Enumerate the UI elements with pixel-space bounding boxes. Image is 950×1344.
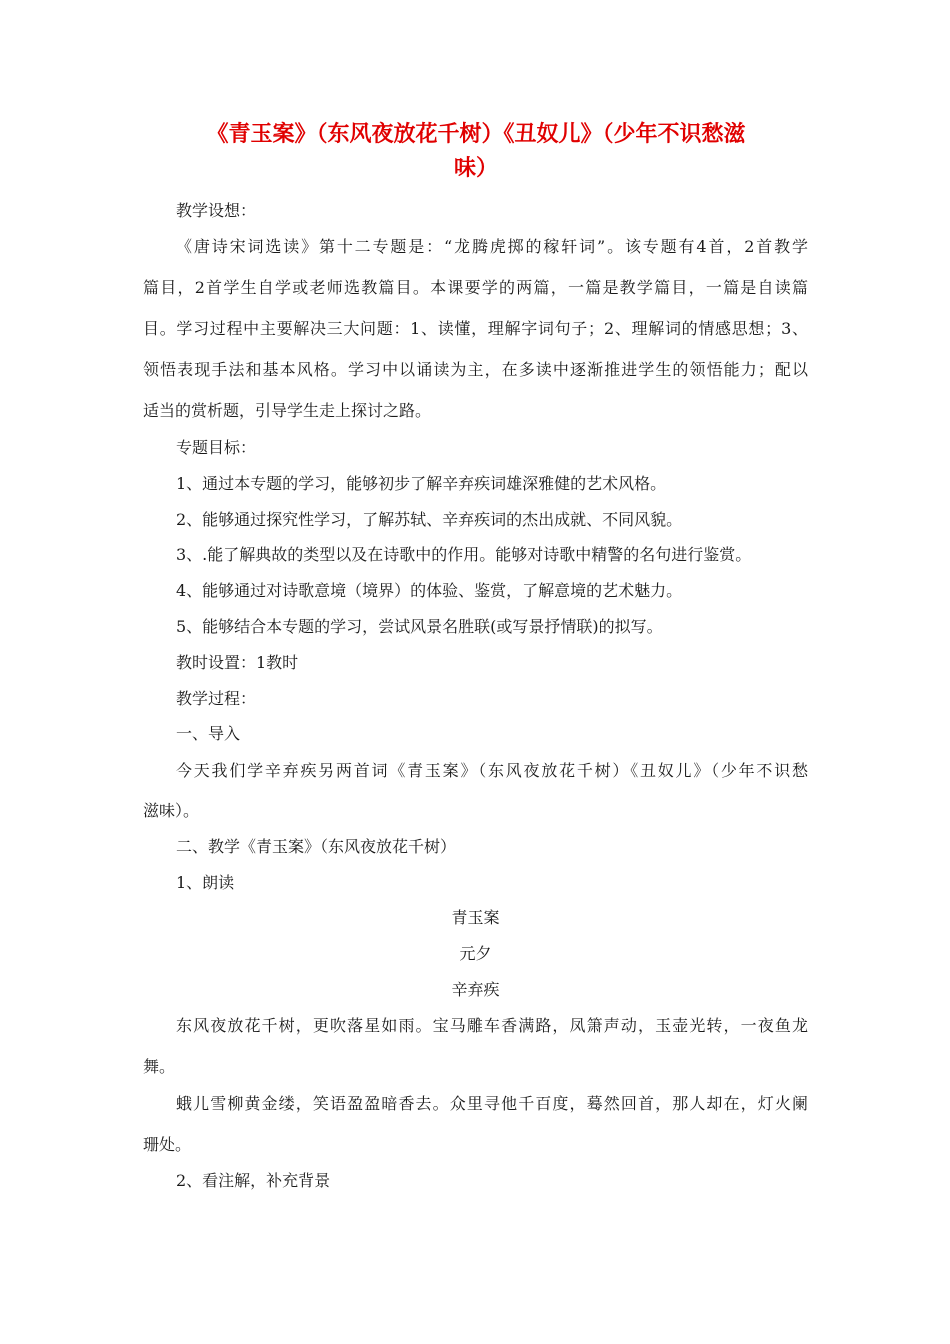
section-1-heading: 一、导入 — [176, 724, 241, 743]
design-heading: 教学设想： — [176, 201, 257, 220]
design-paragraph-line-1: 《唐诗宋词选读》第十二专题是：“龙腾虎掷的稼轩词”。该专题有4首，2首教学 — [176, 237, 808, 256]
teaching-hours: 教时设置：1教时 — [176, 653, 299, 672]
poem-stanza-1-line-1: 东风夜放花千树，更吹落星如雨。宝马雕车香满路，凤箫声动，玉壶光转，一夜鱼龙 — [176, 1016, 808, 1035]
process-heading: 教学过程： — [176, 689, 257, 708]
title-line-2: 味） — [453, 156, 498, 181]
document-title — [140, 118, 812, 186]
step-1-heading: 1、朗读 — [176, 873, 235, 892]
poem-stanza-1-line-2: 舞。 — [143, 1057, 176, 1076]
goal-item-3: 3、.能了解典故的类型以及在诗歌中的作用。能够对诗歌中精警的名句进行鉴赏。 — [176, 545, 752, 564]
design-paragraph-line-4: 领悟表现手法和基本风格。学习中以诵读为主，在多读中逐渐推进学生的领悟能力；配以 — [143, 360, 808, 379]
poem-subtitle: 元夕 — [459, 944, 492, 963]
goal-item-2: 2、能够通过探究性学习，了解苏轼、辛弃疾词的杰出成就、不同风貌。 — [176, 510, 683, 529]
goals-heading: 专题目标： — [176, 438, 257, 457]
poem-title: 青玉案 — [451, 908, 500, 927]
step-2-heading: 2、看注解，补充背景 — [176, 1171, 331, 1190]
section-2-heading: 二、教学《青玉案》（东风夜放花千树） — [176, 837, 457, 856]
goal-item-1: 1、通过本专题的学习，能够初步了解辛弃疾词雄深雅健的艺术风格。 — [176, 474, 667, 493]
poem-stanza-2-line-2: 珊处。 — [143, 1135, 192, 1154]
design-paragraph-line-2: 篇目，2首学生自学或老师选教篇目。本课要学的两篇，一篇是教学篇目，一篇是自读篇 — [143, 278, 808, 297]
intro-line-1: 今天我们学辛弃疾另两首词《青玉案》（东风夜放花千树）《丑奴儿》（少年不识愁 — [176, 761, 808, 780]
design-paragraph-line-3: 目。学习过程中主要解决三大问题：1、读懂，理解字词句子；2、理解词的情感思想；3、 — [143, 319, 808, 338]
title-line-1: 《青玉案》（东风夜放花千树）《丑奴儿》（少年不识愁滋 — [206, 122, 746, 147]
intro-line-2: 滋味）。 — [143, 801, 200, 820]
design-paragraph-line-5: 适当的赏析题，引导学生走上探讨之路。 — [143, 401, 432, 420]
poem-stanza-2-line-1: 蛾儿雪柳黄金缕，笑语盈盈暗香去。众里寻他千百度，蓦然回首，那人却在，灯火阑 — [176, 1094, 808, 1113]
goal-item-5: 5、能够结合本专题的学习，尝试风景名胜联(或写景抒情联)的拟写。 — [176, 617, 663, 636]
poem-author: 辛弃疾 — [451, 980, 500, 999]
goal-item-4: 4、能够通过对诗歌意境（境界）的体验、鉴赏，了解意境的艺术魅力。 — [176, 581, 683, 600]
